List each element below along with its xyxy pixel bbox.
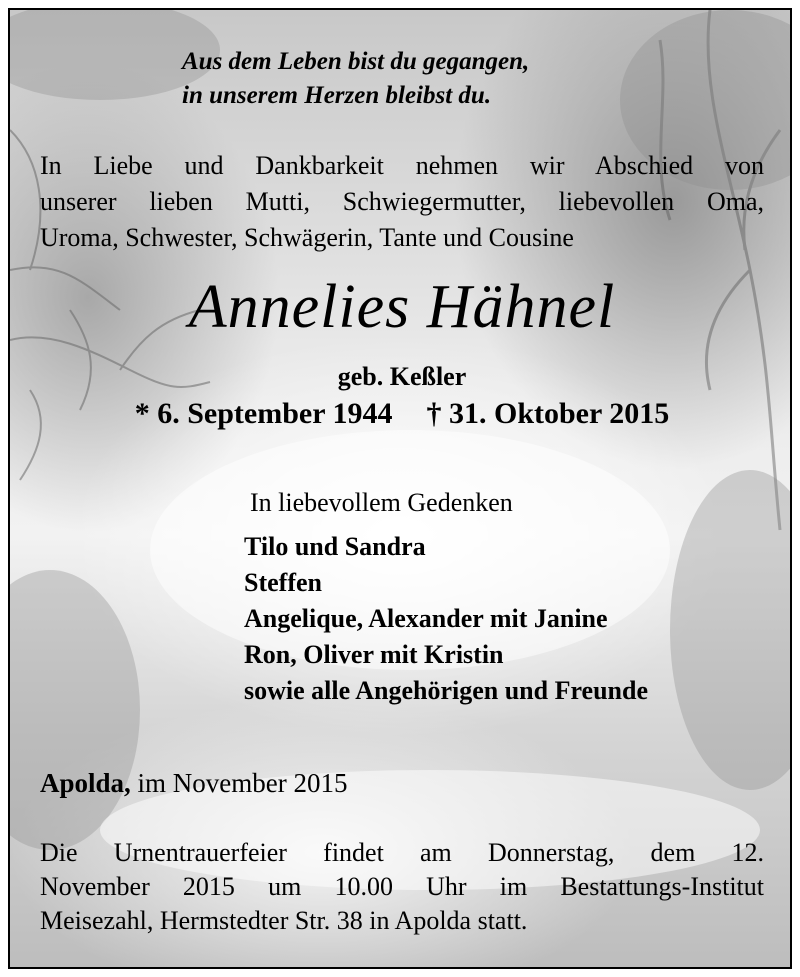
date: im November 2015 <box>137 768 348 798</box>
deceased-name: Annelies Hähnel <box>188 273 616 341</box>
mourner-line: Tilo und Sandra <box>244 532 426 561</box>
motto-line-2: in unserem Herzen bleibst du. <box>182 82 492 109</box>
mourner-line: sowie alle Angehörigen und Freunde <box>244 676 649 705</box>
intro-line-1: In Liebe und Dankbarkeit nehmen wir Abschied von <box>40 151 764 180</box>
intro-line-3: Uroma, Schwester, Schwägerin, Tante und Cousine <box>40 223 574 252</box>
mourner-line: Angelique, Alexander mit Janine <box>244 604 608 633</box>
mourner-line: Ron, Oliver mit Kristin <box>244 640 504 669</box>
place: Apolda, <box>40 768 131 798</box>
intro-line-2: unserer lieben Mutti, Schwiegermutter, liebevollen Oma, <box>40 187 764 216</box>
life-dates <box>10 397 792 431</box>
birth-name: geb. Keßler <box>337 362 467 391</box>
ceremony-line-1: Die Urnentrauerfeier findet am Donnerstag, dem 12. <box>40 838 764 867</box>
obituary-notice <box>8 8 792 969</box>
birth-date: * 6. September 1944 <box>134 397 393 430</box>
death-date: † 31. Oktober 2015 <box>426 397 670 430</box>
mourners-heading: In liebevollem Gedenken <box>250 488 513 517</box>
ceremony-line-3: Meisezahl, Hermstedter Str. 38 in Apolda statt. <box>40 906 528 935</box>
place-date <box>40 768 348 799</box>
mourner-line: Steffen <box>244 568 322 597</box>
ceremony-line-2: November 2015 um 10.00 Uhr im Bestattungs-Institut <box>40 872 764 901</box>
motto-line-1: Aus dem Leben bist du gegangen, <box>182 48 530 75</box>
